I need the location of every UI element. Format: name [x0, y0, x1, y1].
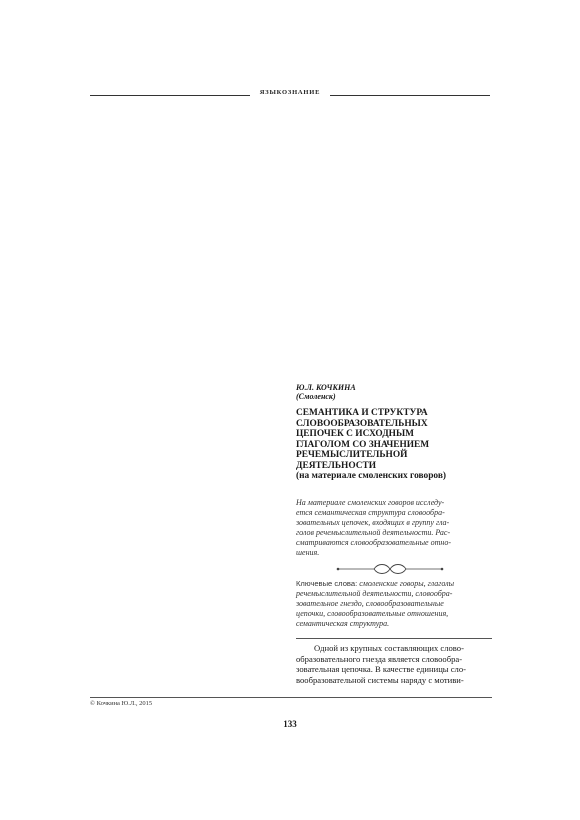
page-number: 133	[283, 719, 297, 729]
body-line: Одной из крупных составляющих слово-	[314, 643, 464, 653]
abstract	[296, 498, 492, 558]
author-city: (Смоленск)	[296, 392, 336, 401]
author-name: Ю.Л. КОЧКИНА	[296, 383, 356, 392]
keywords-line: семантическая структура.	[296, 619, 390, 628]
body-line: вообразовательной системы наряду с мотиви-	[296, 674, 464, 685]
article-title	[296, 408, 492, 482]
keywords-label: Ключевые слова:	[296, 579, 358, 588]
header-rule-left	[90, 95, 250, 96]
keywords-line: речемыслительной деятельности, словообра-	[296, 589, 453, 598]
abstract-line: сматриваются словообразовательные отно-	[296, 538, 451, 547]
title-line: ДЕЯТЕЛЬНОСТИ	[296, 460, 377, 471]
copyright-note: © Кочкина Ю.Л., 2015	[90, 700, 153, 707]
abstract-line: шения.	[296, 548, 320, 557]
keywords-line: зовательное гнездо, словообразовательные	[296, 599, 444, 608]
abstract-line: На материале смоленских говоров исследу-	[296, 498, 445, 507]
keywords	[296, 579, 492, 629]
title-line: ЦЕПОЧЕК С ИСХОДНЫМ	[296, 429, 415, 439]
keywords-rule	[296, 638, 492, 639]
body-line: зовательная цепочка. В качестве единицы сло-	[296, 664, 466, 675]
title-line: РЕЧЕМЫСЛИТЕЛЬНОЙ	[296, 450, 408, 460]
body-text	[296, 643, 492, 685]
abstract-line: зовательных цепочек, входящих в группу гла-	[296, 518, 450, 527]
keywords-line: смоленские говоры, глаголы	[359, 579, 455, 588]
keywords-line: цепочки, словообразовательные отношения,	[296, 609, 449, 618]
title-line: СЕМАНТИКА И СТРУКТУРА	[296, 408, 428, 418]
title-line: ГЛАГОЛОМ СО ЗНАЧЕНИЕМ	[296, 439, 430, 450]
footnote-rule	[90, 697, 492, 698]
abstract-line: голов речемыслительной деятельности. Рас-	[296, 528, 451, 537]
title-line: (на материале смоленских говоров)	[296, 471, 447, 481]
body-line: образовательного гнезда является словообра-	[296, 653, 463, 664]
section-label: ЯЗЫКОЗНАНИЕ	[259, 89, 321, 96]
abstract-line: ется семантическая структура словообра-	[296, 508, 445, 517]
ornament-divider	[336, 563, 444, 575]
header-rule-right	[330, 95, 490, 96]
title-line: СЛОВООБРАЗОВАТЕЛЬНЫХ	[296, 418, 428, 429]
